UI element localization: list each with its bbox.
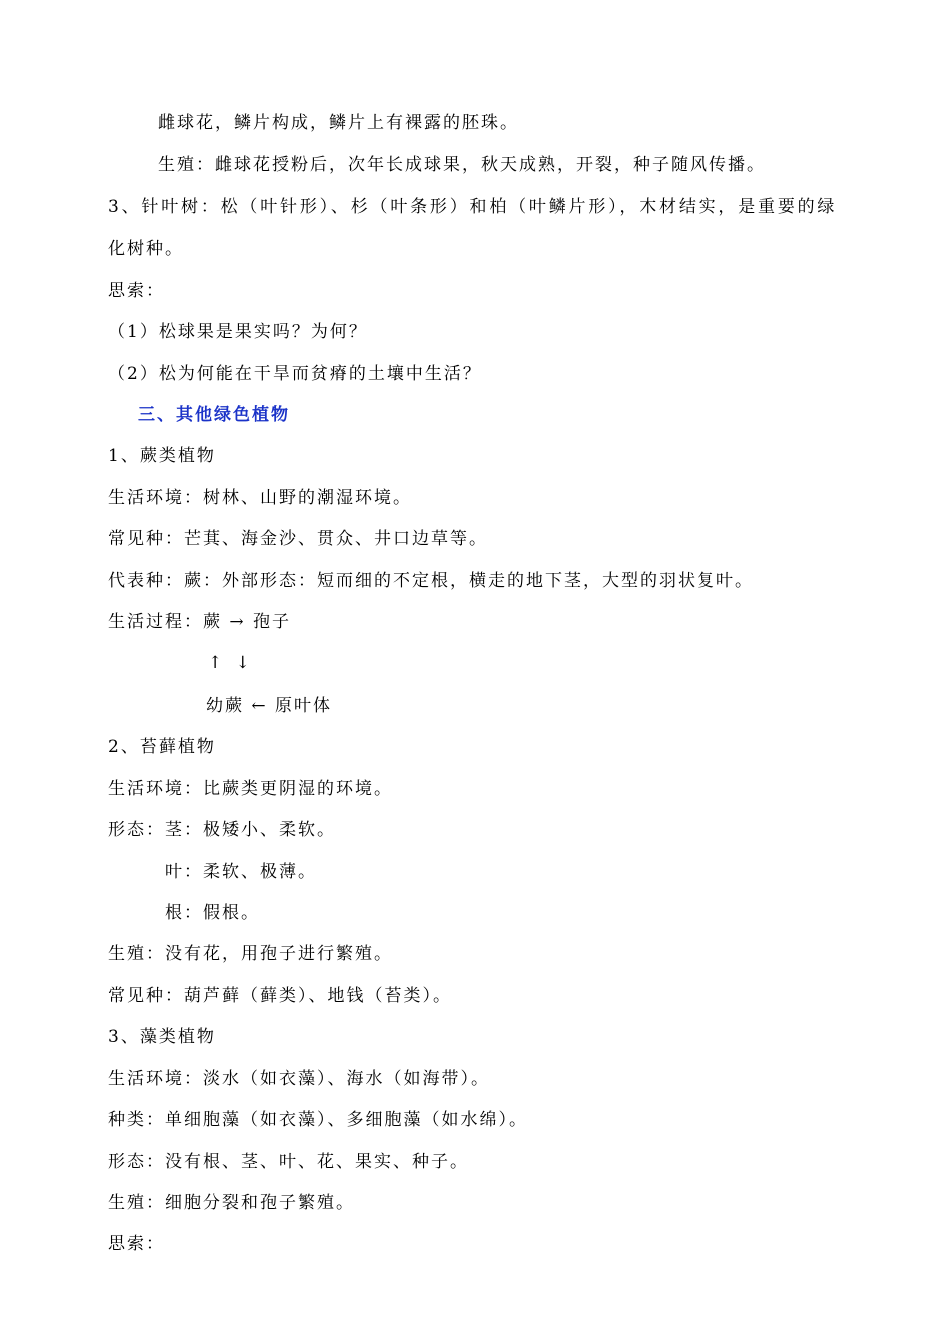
subsection-title: 3、藻类植物 [108, 1027, 216, 1047]
text-line: 种类：单细胞藻（如衣藻）、多细胞藻（如水绵）。 [108, 1110, 528, 1130]
text-line: 生殖：没有花，用孢子进行繁殖。 [108, 944, 393, 964]
text-line: 根：假根。 [165, 903, 260, 923]
text-line: 生活环境：比蕨类更阴湿的环境。 [108, 779, 393, 799]
text-line: 思索： [108, 1234, 165, 1254]
life-cycle-arrows: ↑ ↓ [208, 653, 254, 673]
subsection-title: 2、苔藓植物 [108, 737, 216, 757]
subsection-title: 1、蕨类植物 [108, 446, 216, 466]
life-cycle-line: 生活过程：蕨 → 孢子 [108, 612, 292, 632]
text-line: 常见种：芒萁、海金沙、贯众、井口边草等。 [108, 529, 488, 549]
text-line: 形态：没有根、茎、叶、花、果实、种子。 [108, 1152, 469, 1172]
text-line: 生活环境：淡水（如衣藻）、海水（如海带）。 [108, 1069, 490, 1089]
text-line: 生殖：细胞分裂和孢子繁殖。 [108, 1193, 355, 1213]
text-line: 思索： [108, 281, 165, 301]
text-line: 形态：茎：极矮小、柔软。 [108, 820, 336, 840]
text-line: 生殖：雌球花授粉后，次年长成球果，秋天成熟，开裂，种子随风传播。 [158, 155, 766, 175]
text-line: 3、针叶树：松（叶针形）、杉（叶条形）和柏（叶鳞片形），木材结实，是重要的绿 [108, 197, 838, 217]
text-line: 生活环境：树林、山野的潮湿环境。 [108, 488, 412, 508]
section-heading: 三、其他绿色植物 [138, 405, 290, 425]
text-line: 雌球花，鳞片构成，鳞片上有裸露的胚珠。 [158, 113, 519, 133]
question-item: （2）松为何能在干旱而贫瘠的土壤中生活？ [108, 364, 482, 384]
question-item: （1）松球果是果实吗？为何？ [108, 322, 368, 342]
text-line: 常见种：葫芦藓（藓类）、地钱（苔类）。 [108, 986, 452, 1006]
life-cycle-line: 幼蕨 ← 原叶体 [206, 696, 333, 716]
text-line: 化树种。 [108, 239, 184, 259]
text-line: 叶：柔软、极薄。 [165, 862, 317, 882]
text-line: 代表种：蕨：外部形态：短而细的不定根，横走的地下茎，大型的羽状复叶。 [108, 571, 754, 591]
